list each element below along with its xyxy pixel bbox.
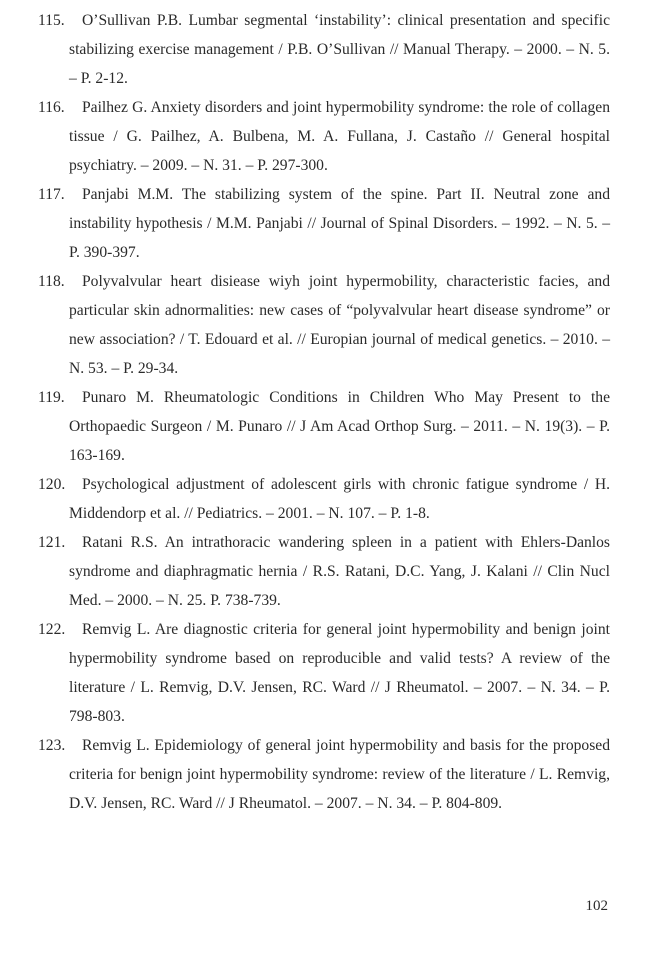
reference-text: Polyvalvular heart disiease wiyh joint hypermobility, characteristic facies, and particular skin adnormalities: new cases of “polyvalvular heart disease syndrome” or new association? / T. Edouard et al. // Europian journal of medical genetics. – 2010. – N. 53. – P. 29-34. [69,273,610,377]
reference-text: Remvig L. Are diagnostic criteria for general joint hypermobility and benign joint hypermobility syndrome based on reproducible and valid tests? A review of the literature / L. Remvig, D.V. Jensen, RC. Ward // J Rheumatol. – 2007. – N. 34. – P. 798-803. [69,621,610,725]
reference-text: Psychological adjustment of adolescent girls with chronic fatigue syndrome / H. Middendorp et al. // Pediatrics. – 2001. – N. 107. – P. 1-8. [69,476,610,522]
reference-number: 117. [38,186,65,203]
reference-number: 119. [38,389,65,406]
reference-item [38,267,610,383]
reference-number: 118. [38,273,65,290]
reference-text: Panjabi M.M. The stabilizing system of the spine. Part II. Neutral zone and instability hypothesis / M.M. Panjabi // Journal of Spinal Disorders. – 1992. – N. 5. – P. 390-397. [69,186,610,261]
reference-item [38,731,610,818]
reference-number: 122. [38,621,66,638]
reference-number: 123. [38,737,66,754]
reference-text: O’Sullivan P.B. Lumbar segmental ‘instability’: clinical presentation and specific stabilizing exercise management / P.B. O’Sullivan // Manual Therapy. – 2000. – N. 5. – P. 2-12. [69,12,610,87]
page-number: 102 [585,898,608,914]
reference-text: Ratani R.S. An intrathoracic wandering spleen in a patient with Ehlers-Danlos syndrome and diaphragmatic hernia / R.S. Ratani, D.C. Yang, J. Kalani // Clin Nucl Med. – 2000. – N. 25. P. 738-739. [69,534,610,609]
reference-number: 115. [38,12,65,29]
reference-item [38,383,610,470]
reference-number: 121. [38,534,66,551]
reference-list [38,6,610,818]
reference-item [38,93,610,180]
reference-text: Pailhez G. Anxiety disorders and joint hypermobility syndrome: the role of collagen tissue / G. Pailhez, A. Bulbena, M. A. Fullana, J. Castaño // General hospital psychiatry. – 2009. – N. 31. – P. 297-300. [69,99,610,174]
reference-item [38,615,610,731]
reference-item [38,6,610,93]
reference-item [38,470,610,528]
reference-text: Punaro M. Rheumatologic Conditions in Children Who May Present to the Orthopaedic Surgeon / M. Punaro // J Am Acad Orthop Surg. – 2011. – N. 19(3). – P. 163-169. [69,389,610,464]
reference-text: Remvig L. Epidemiology of general joint hypermobility and basis for the proposed criteria for benign joint hypermobility syndrome: review of the literature / L. Remvig, D.V. Jensen, RC. Ward // J Rheumatol. – 2007. – N. 34. – P. 804-809. [69,737,610,812]
reference-number: 120. [38,476,66,493]
reference-item [38,528,610,615]
reference-number: 116. [38,99,65,116]
reference-item [38,180,610,267]
